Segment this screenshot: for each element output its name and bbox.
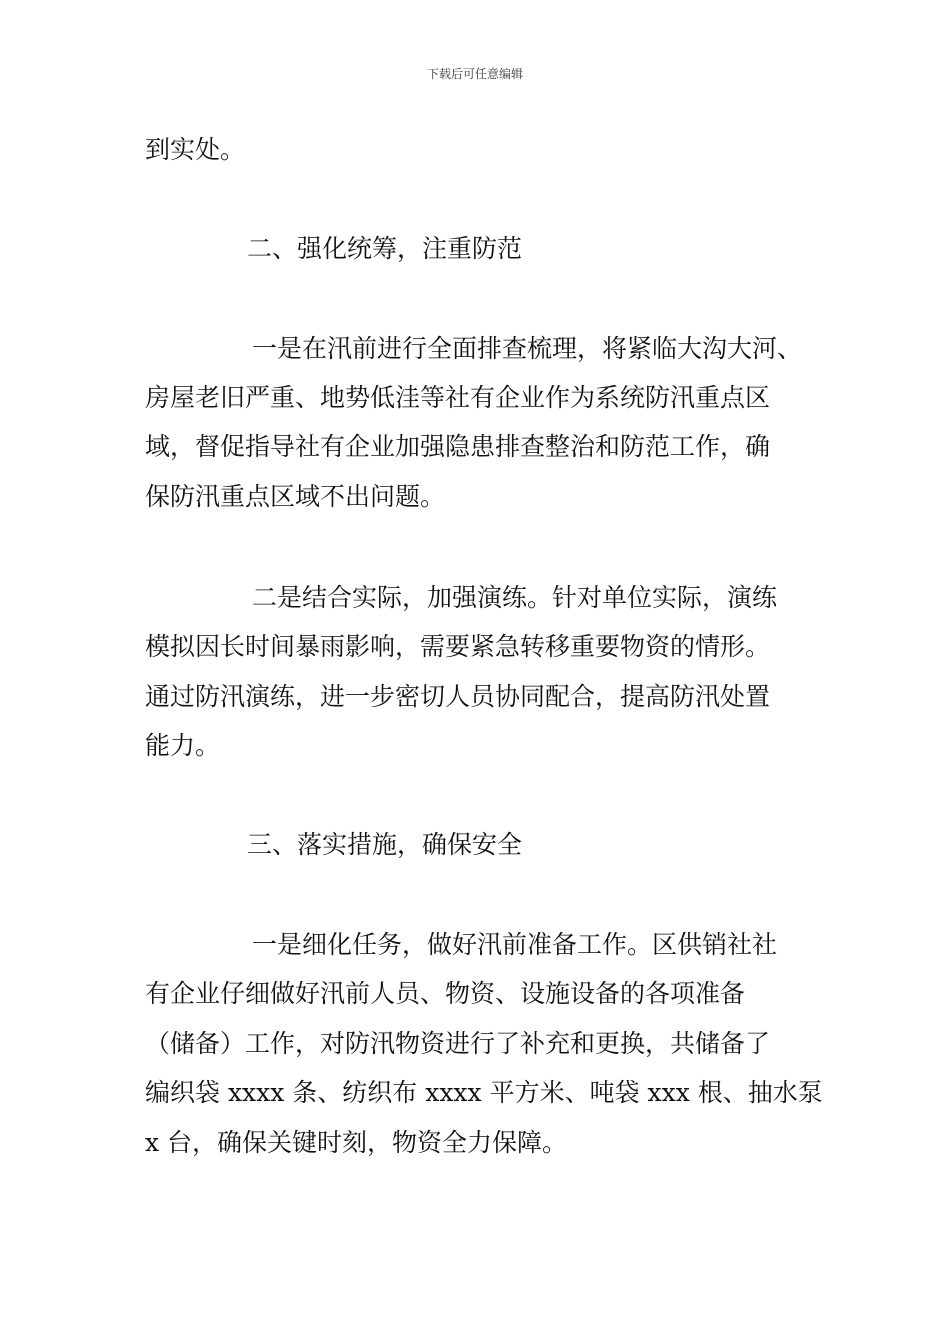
paragraph-line: 一是细化任务，做好汛前准备工作。区供销社社 [252,930,778,959]
paragraph-line: 房屋老旧严重、地势低洼等社有企业作为系统防汛重点区 [145,383,771,412]
paragraph-line: 通过防汛演练，进一步密切人员协同配合，提高防汛处置 [145,682,771,711]
paragraph-line: x 台，确保关键时刻，物资全力保障。 [145,1128,568,1157]
paragraph-line: 保防汛重点区域不出问题。 [145,482,446,511]
paragraph-line: 到实处。 [145,135,246,164]
paragraph-line: 编织袋 xxxx 条、纺织布 xxxx 平方米、吨袋 xxx 根、抽水泵 [145,1078,823,1107]
paragraph-line: 有企业仔细做好汛前人员、物资、设施设备的各项准备 [145,979,746,1008]
paragraph-line: 域，督促指导社有企业加强隐患排查整治和防范工作，确 [145,432,771,461]
paragraph-line: 模拟因长时间暴雨影响，需要紧急转移重要物资的情形。 [145,632,771,661]
section-heading: 二、强化统筹，注重防范 [247,234,523,263]
paragraph-line: （储备）工作，对防汛物资进行了补充和更换，共储备了 [145,1029,771,1058]
header-note: 下载后可任意编辑 [426,67,523,81]
paragraph-line: 一是在汛前进行全面排查梳理，将紧临大沟大河、 [252,334,803,363]
paragraph-line: 能力。 [145,731,221,760]
paragraph-line: 二是结合实际，加强演练。针对单位实际，演练 [252,583,778,612]
section-heading: 三、落实措施，确保安全 [247,830,523,859]
